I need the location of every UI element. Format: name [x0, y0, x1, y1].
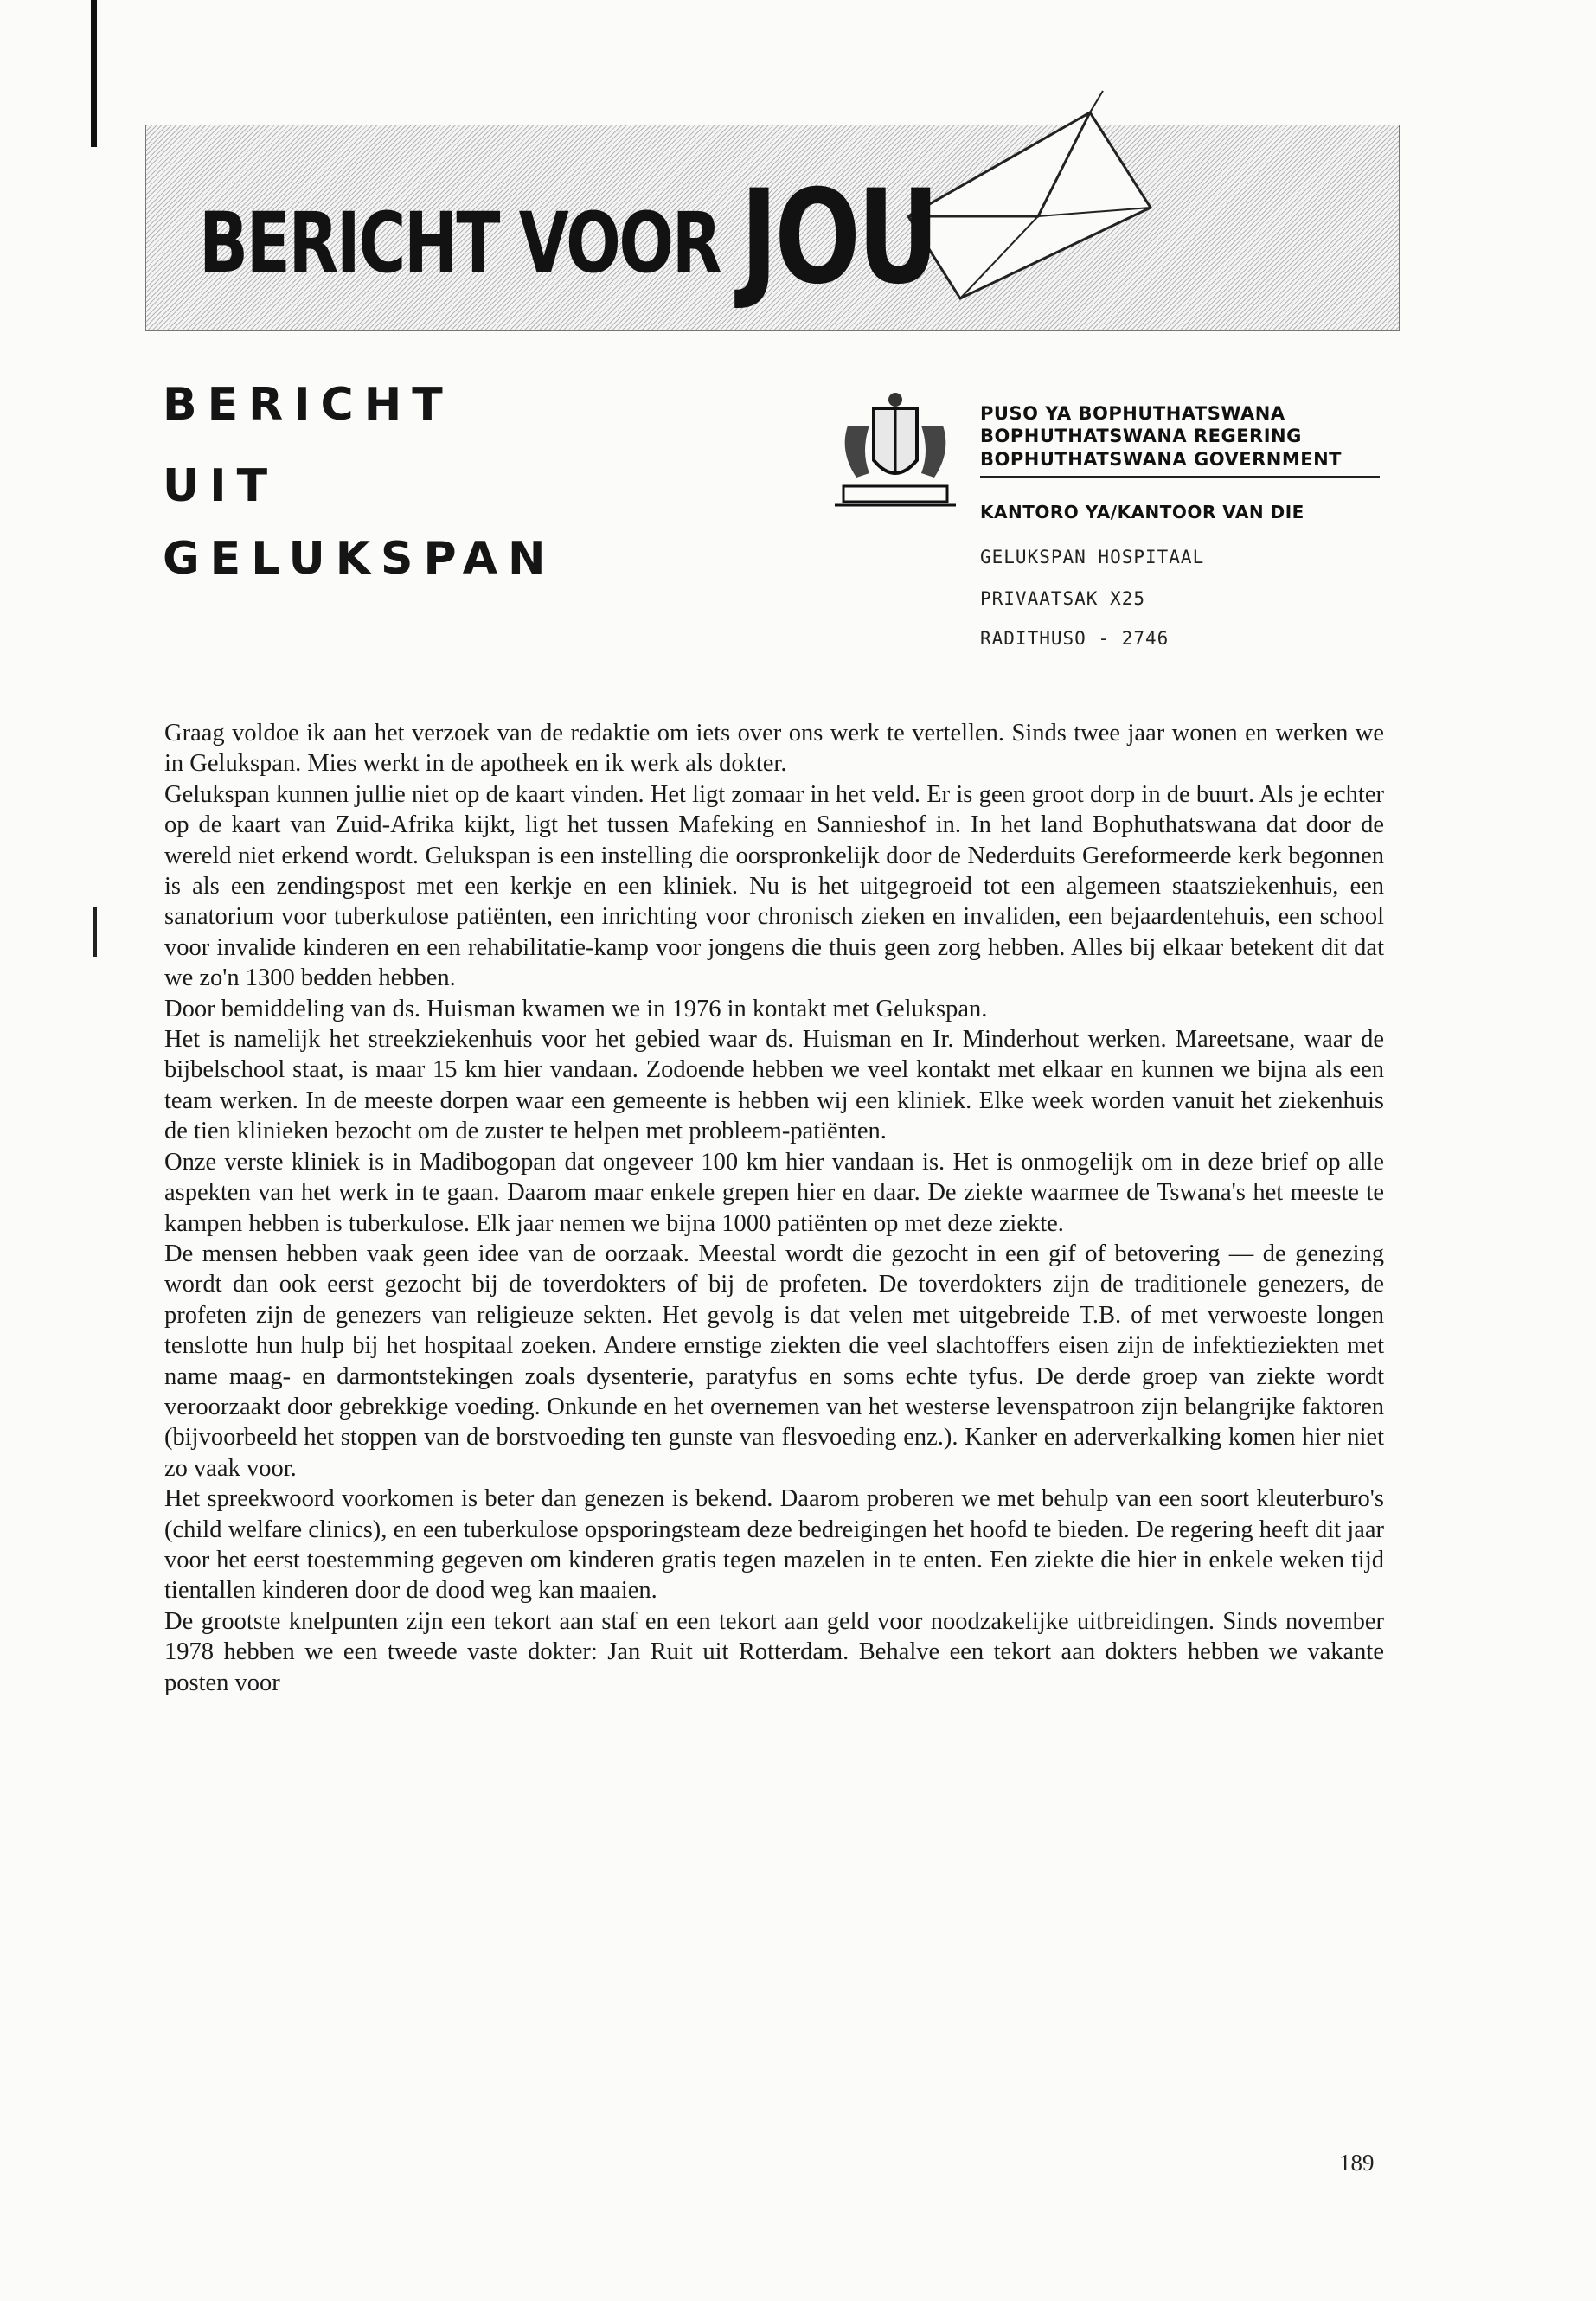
letterhead-divider	[980, 476, 1380, 478]
coat-of-arms-icon	[830, 391, 960, 512]
heading-line-2: UIT	[163, 460, 279, 512]
government-name-tswana: PUSO YA BOPHUTHATSWANA	[980, 403, 1285, 424]
heading-line-3: GELUKSPAN	[163, 533, 556, 585]
banner-title-prefix: BERICHT VOOR	[199, 195, 740, 292]
address-line-3: RADITHUSO - 2746	[980, 628, 1170, 649]
paragraph: De grootste knelpunten zijn een tekort aan staf en een tekort aan geld voor noodzakelijke uitbreidingen. Sinds november 1978 hebben we een tweede vaste dokter: Jan Ruit uit Rotterdam. Behalve een tekort aan dokters hebben we vakante posten voor	[164, 1607, 1384, 1696]
address-line-1: GELUKSPAN HOSPITAAL	[980, 547, 1205, 567]
margin-bar	[91, 0, 97, 147]
address-line-2: PRIVAATSAK X25	[980, 588, 1146, 609]
heading-line-1: BERICHT	[163, 379, 453, 431]
paragraph: Gelukspan kunnen jullie niet op de kaart vinden. Het ligt zomaar in het veld. Er is geen groot dorp in de buurt. Als je echter op de kaart van Zuid-Afrika kijkt, ligt het tussen Mafeking en Sannieshof in. In het land Bophuthatswana dat door de wereld niet erkend wordt. Gelukspan is een instelling die oorspronkelijk door de Nederduits Gereformeerde kerk begonnen is als een zendingspost met een kerkje en een kliniek. Nu is het uitgegroeid tot een algemeen staatsziekenhuis, een sanatorium voor tuberkulose patiënten, een inrichting voor chronisch zieken en invaliden, een bejaardentehuis, een school voor invalide kinderen en een rehabilitatie-kamp voor jongens die thuis geen zorg hebben. Alles bij elkaar betekent dit dat we zo'n 1300 bedden hebben.	[164, 780, 1384, 992]
paragraph: Het is namelijk het streekziekenhuis voor het gebied waar ds. Huisman en Ir. Minderhout werken. Mareetsane, waar de bijbelschool staat, is maar 15 km hier vandaan. Zodoende hebben we veel kontakt met elkaar en kunnen we bijna als een team werken. In de meeste dorpen waar een gemeente is hebben wij een kliniek. Elke week worden vanuit het ziekenhuis de tien klinieken bezocht om de zuster te helpen met probleem-patiënten.	[164, 1026, 1384, 1145]
office-label: KANTORO YA/KANTOOR VAN DIE	[980, 502, 1304, 522]
paragraph: Het spreekwoord voorkomen is beter dan genezen is bekend. Daarom proberen we met behulp van een soort kleuterburo's (child welfare clinics), en een tuberkulose opsporingsteam deze bedreigingen het hoofd te bieden. De regering heeft dit jaar voor het eerst toestemming gegeven om kinderen gratis tegen mazelen in te enten. Een ziekte die hier in enkele weken tijd tientallen kinderen door de dood weg kan maaien.	[164, 1485, 1384, 1605]
government-name-english: BOPHUTHATSWANA GOVERNMENT	[980, 449, 1342, 470]
government-name-afrikaans: BOPHUTHATSWANA REGERING	[980, 426, 1302, 446]
margin-mark	[93, 907, 97, 957]
banner-title	[199, 163, 937, 313]
page-number: 189	[1339, 2150, 1375, 2176]
paragraph: Onze verste kliniek is in Madibogopan dat ongeveer 100 km hier vandaan is. Het is onmogelijk om in deze brief op alle aspekten van het werk in te gaan. Daarom maar enkele grepen hier en daar. De ziekte waarmee de Tswana's het meeste te kampen hebben is tuberkulose. Elk jaar nemen we bijna 1000 patiënten op met deze ziekte.	[164, 1148, 1384, 1237]
letter-body	[164, 718, 1384, 1698]
banner-title-emphasis: JOU	[740, 163, 937, 313]
paragraph: De mensen hebben vaak geen idee van de oorzaak. Meestal wordt die gezocht in een gif of betovering — de genezing wordt dan ook eerst gezocht bij de toverdokters of bij de profeten. De toverdokters zijn de traditionele genezers, de profeten zijn de genezers van religieuze sekten. Het gevolg is dat velen met uitgebreide T.B. of met verwoeste longen tenslotte hun hulp bij het hospitaal zoeken. Andere ernstige ziekten die veel slachtoffers eisen zijn de infektieziekten met name maag- en darmontstekingen zoals dysenterie, paratyfus en soms echte tyfus. De derde groep van ziekte wordt veroorzaakt door gebrekkige voeding. Onkunde en het overnemen van het westerse levenspatroon zijn belangrijke faktoren (bijvoorbeeld het stoppen van de borstvoeding ten gunste van flesvoeding enz.). Kanker en aderverkalking komen hier niet zo vaak voor.	[164, 1240, 1384, 1482]
paragraph: Graag voldoe ik aan het verzoek van de redaktie om iets over ons werk te vertellen. Sinds twee jaar wonen en werken we in Gelukspan. Mies werkt in de apotheek en ik werk als dokter.	[164, 720, 1384, 778]
paragraph: Door bemiddeling van ds. Huisman kwamen we in 1976 in kontakt met Gelukspan.	[164, 995, 988, 1022]
